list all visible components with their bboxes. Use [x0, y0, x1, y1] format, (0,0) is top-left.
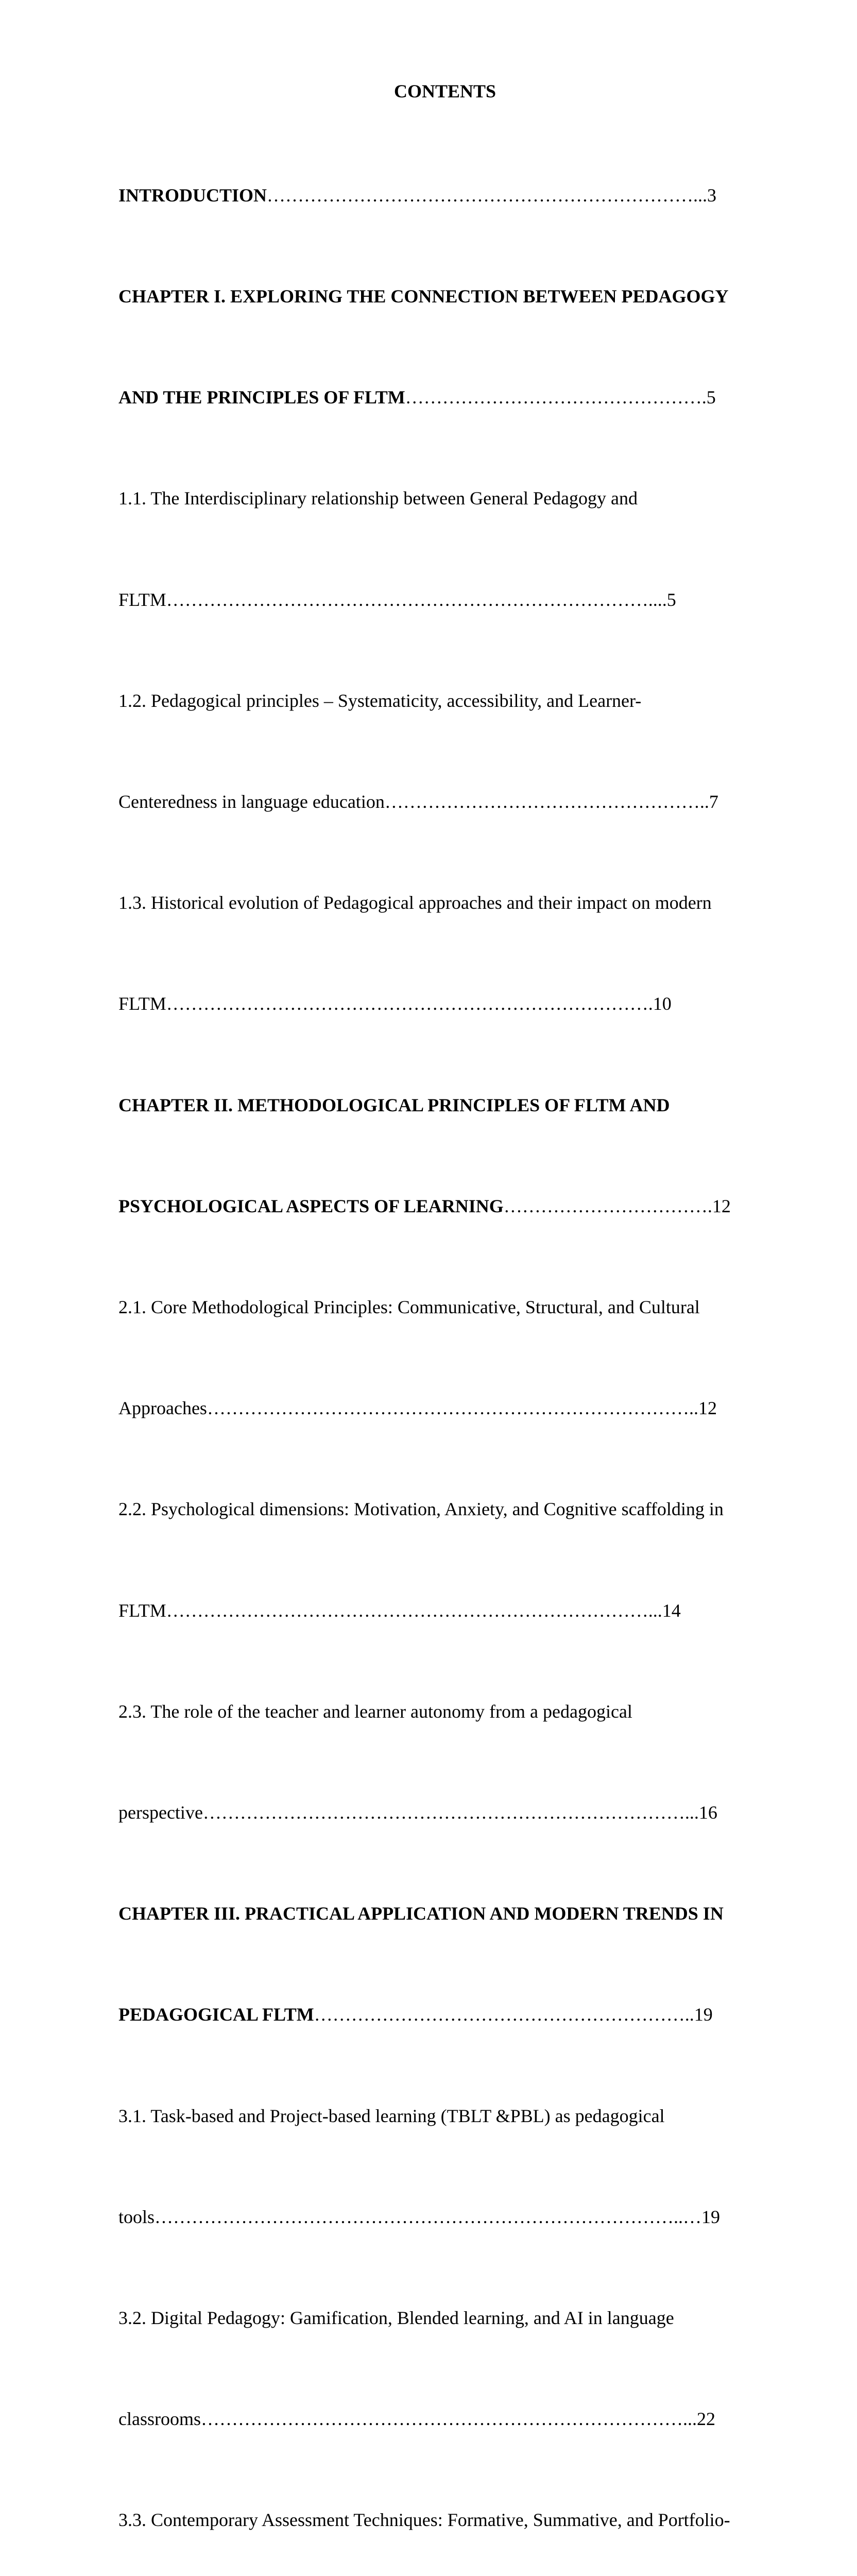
toc-line	[118, 684, 770, 718]
toc-leader-page: ……………………………………………………………………...14	[166, 1600, 681, 1621]
toc-line	[118, 785, 770, 819]
toc-entry-title: CHAPTER III. PRACTICAL APPLICATION AND MODERN TRENDS IN	[118, 1903, 724, 1924]
toc-line	[118, 482, 770, 515]
toc-line	[118, 987, 770, 1021]
toc-entry-title: PEDAGOGICAL FLTM	[118, 2004, 314, 2025]
toc-line	[118, 2200, 770, 2234]
toc-leader-page: ……………………………………………………………...3	[267, 184, 717, 206]
toc-entry-title: 1.3. Historical evolution of Pedagogical approaches and their impact on modern	[118, 892, 712, 913]
toc-entry-title: 2.2. Psychological dimensions: Motivation, Anxiety, and Cognitive scaffolding in	[118, 1499, 724, 1520]
toc-leader-page: ……………………………………………………………………...22	[200, 2409, 715, 2430]
toc-entry-title: Approaches	[118, 1398, 207, 1419]
toc-entry-title: tools	[118, 2206, 155, 2227]
toc-line	[118, 1190, 770, 1223]
toc-entry-title: perspective	[118, 1802, 203, 1823]
toc-entry-title: 2.3. The role of the teacher and learner autonomy from a pedagogical	[118, 1701, 632, 1722]
toc-line	[118, 583, 770, 617]
toc-line	[118, 179, 770, 212]
toc-line	[118, 1897, 770, 1930]
toc-leader-page: …………………………………………………………………………..…19	[155, 2206, 721, 2227]
toc-entry-title: 3.1. Task-based and Project-based learning (TBLT &PBL) as pedagogical	[118, 2105, 665, 2126]
toc-entry-title: CHAPTER II. METHODOLOGICAL PRINCIPLES OF FLTM AND	[118, 1094, 670, 1115]
toc-entry-title: 3.3. Contemporary Assessment Techniques: Formative, Summative, and Portfolio-	[118, 2510, 730, 2531]
toc-leader-page: ……………………………………………………………………..12	[207, 1398, 717, 1419]
toc-leader-page: …………………………….12	[503, 1195, 731, 1216]
toc-entry-title: PSYCHOLOGICAL ASPECTS OF LEARNING	[118, 1195, 504, 1216]
toc-leader-page: ……………………………………………..7	[384, 791, 718, 812]
toc-line	[118, 1291, 770, 1324]
toc-leader-page: …………………………………………………………………….10	[166, 993, 672, 1014]
toc-line	[118, 1998, 770, 2031]
table-of-contents	[118, 111, 770, 2576]
toc-entry-title: CHAPTER I. EXPLORING THE CONNECTION BETWEEN PEDAGOGY	[118, 286, 729, 307]
toc-entry-title: 3.2. Digital Pedagogy: Gamification, Blended learning, and AI in language	[118, 2308, 674, 2329]
toc-entry-title: AND THE PRINCIPLES OF FLTM	[118, 387, 405, 408]
toc-leader-page: ……………………………………………………………………...16	[202, 1802, 717, 1823]
toc-entry-title: 1.1. The Interdisciplinary relationship between General Pedagogy and	[118, 488, 638, 509]
toc-leader-page: ……………………………………………………..19	[314, 2004, 713, 2025]
toc-entry-title: FLTM	[118, 1600, 166, 1621]
toc-line	[118, 1695, 770, 1728]
toc-line	[118, 381, 770, 414]
toc-line	[118, 1392, 770, 1425]
toc-line	[118, 1089, 770, 1122]
toc-line	[118, 2402, 770, 2436]
toc-entry-title: FLTM	[118, 993, 166, 1014]
toc-line	[118, 2301, 770, 2335]
toc-entry-title: INTRODUCTION	[118, 184, 267, 206]
toc-line	[118, 2099, 770, 2133]
toc-leader-page: ………………………………………….5	[405, 387, 716, 408]
toc-entry-title: 2.1. Core Methodological Principles: Communicative, Structural, and Cultural	[118, 1297, 700, 1318]
toc-entry-title: Centeredness in language education	[118, 791, 385, 812]
toc-leader-page: ……………………………………………………………………....5	[166, 589, 676, 610]
toc-line	[118, 1493, 770, 1526]
toc-entry-title: 1.2. Pedagogical principles – Systematicity, accessibility, and Learner-	[118, 690, 642, 711]
toc-line	[118, 886, 770, 920]
contents-heading: CONTENTS	[393, 81, 496, 101]
toc-entry-title: FLTM	[118, 589, 166, 610]
toc-entry-title: classrooms	[118, 2409, 201, 2430]
toc-line	[118, 1594, 770, 1628]
toc-line	[118, 1796, 770, 1829]
toc-line	[118, 2503, 770, 2537]
toc-line	[118, 280, 770, 313]
